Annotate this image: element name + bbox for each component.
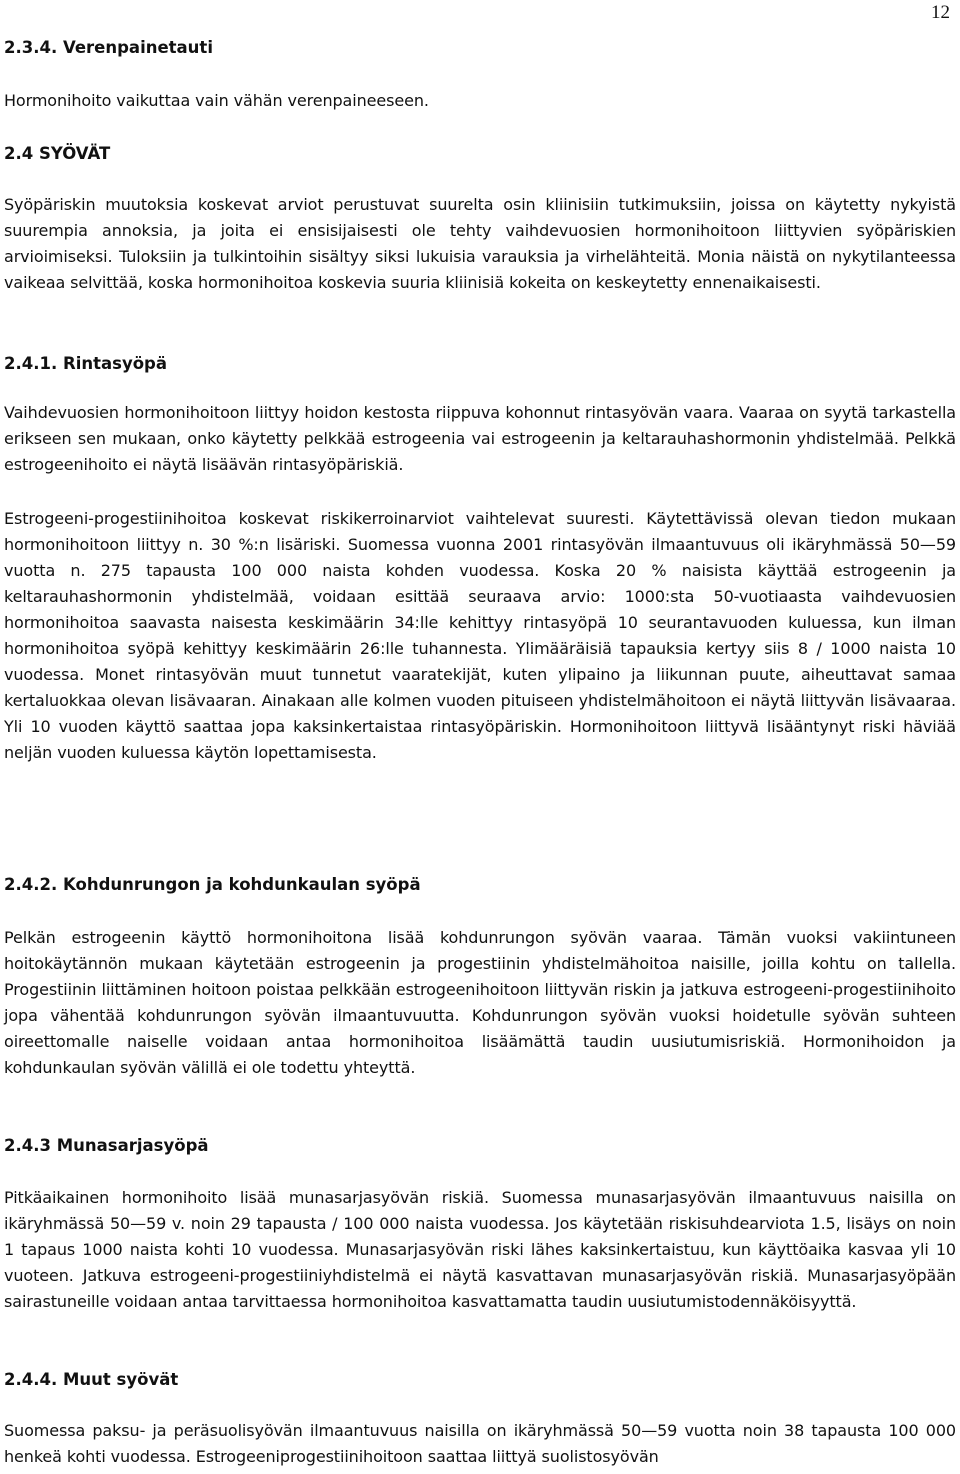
section-2-4-1-p2 bbox=[4, 506, 956, 766]
section-heading-rintasyopa: 2.4.1. Rintasyöpä bbox=[4, 354, 167, 373]
paragraph-munasarjasyopa: Pitkäaikainen hormonihoito lisää munasarjasyövän riskiä. Suomessa munasarjasyövän ilmaantuvuus naisilla on ikäryhmässä 50—59 v. noin 29 tapausta / 100 000 naista vuodessa. Jos käytetään riskisuhdearviota 1.5, lisäys on noin 1 tapaus 1000 naista kohti 10 vuodessa. Munasarjasyövän riski lähes kaksinkertaistuu, kun käyttöaika kasvaa yli 10 vuoteen. Jatkuva estrogeeni-progestiiniyhdistelmä ei näytä kasvattavan munasarjasyövän riskiä. Munasarjasyöpään sairastuneille voidaan antaa tarvittaessa hormonihoitoa kasvattamatta taudin uusiutumistodennäköisyyttä. bbox=[4, 1188, 956, 1311]
paragraph-verenpainetauti: Hormonihoito vaikuttaa vain vähän verenpaineeseen. bbox=[4, 91, 429, 110]
section-heading-kohtusyopa: 2.4.2. Kohdunrungon ja kohdunkaulan syöpä bbox=[4, 875, 421, 894]
section-2-4-3-body bbox=[4, 1185, 956, 1315]
section-heading-muut-syovat: 2.4.4. Muut syövät bbox=[4, 1370, 179, 1389]
section-heading-munasarjasyopa: 2.4.3 Munasarjasyöpä bbox=[4, 1136, 209, 1155]
section-2-3-4 bbox=[4, 36, 956, 60]
section-2-4-2 bbox=[4, 873, 956, 897]
section-heading-syovat: 2.4 SYÖVÄT bbox=[4, 144, 111, 163]
section-2-4-1 bbox=[4, 352, 956, 376]
section-2-3-4-body bbox=[4, 88, 956, 114]
section-2-4-4 bbox=[4, 1368, 956, 1392]
section-2-4-1-p1 bbox=[4, 400, 956, 478]
paragraph-rintasyopa-2: Estrogeeni-progestiinihoitoa koskevat riskikerroinarviot vaihtelevat suuresti. Käytettävissä olevan tiedon mukaan hormonihoitoon liittyy n. 30 %:n lisäriski. Suomessa vuonna 2001 rintasyövän ilmaantuvuus oli ikäryhmässä 50—59 vuotta n. 275 tapausta 100 000 naista kohden vuodessa. Koska 20 % naisista käyttää estrogeenin ja keltarauhashormonin yhdistelmää, voidaan esittää seuraava arvio: 1000:sta 50-vuotiaasta vaihdevuosien hormonihoitoa saavasta naisesta keskimäärin 34:lle kehittyy rintasyöpä 10 seurantavuoden kuluessa, kun ilman hormonihoitoa syöpä kehittyy keskimäärin 26:lle tuhannesta. Ylimääräisiä tapauksia kertyy siis 8 / 1000 naista 10 vuodessa. Monet rintasyövän muut tunnetut vaaratekijät, kuten ylipaino ja liikunnan puute, aiheuttavat samaa kertaluokkaa olevan lisävaaran. Ainakaan alle kolmen vuoden pituiseen yhdistelmähoitoon ei näytä liittyvän lisävaaraa. Yli 10 vuoden käyttö saattaa jopa kaksinkertaistaa rintasyöpäriskin. Hormonihoitoon liittyvä lisääntynyt riski häviää neljän vuoden kuluessa käytön lopettamisesta. bbox=[4, 509, 956, 762]
section-2-4-2-body bbox=[4, 925, 956, 1081]
section-2-4-4-body bbox=[4, 1418, 956, 1470]
document-page bbox=[4, 0, 956, 1474]
paragraph-syovat: Syöpäriskin muutoksia koskevat arviot perustuvat suurelta osin kliinisiin tutkimuksiin, joissa on käytetty nykyistä suurempia annoksia, ja joita ei ensisijaisesti ole tehty vaihdevuosien hormonihoitoon liittyvien syöpäriskien arvioimiseksi. Tuloksiin ja tulkintoihin sisältyy siksi lukuisia varauksia ja virhelähteitä. Monia näistä on nykytilanteessa vaikeaa selvittää, koska hormonihoitoa koskevia suuria kliinisiä kokeita on keskeytetty ennenaikaisesti. bbox=[4, 195, 956, 292]
section-2-4 bbox=[4, 142, 956, 166]
page-number: 12 bbox=[931, 2, 950, 23]
paragraph-kohtusyopa: Pelkän estrogeenin käyttö hormonihoitona lisää kohdunrungon syövän vaaraa. Tämän vuoksi vakiintuneen hoitokäytännön mukaan käytetään estrogeenin ja progestiinin yhdistelmähoitoa naisille, joilla kohtu on tallella. Progestiinin liittäminen hoitoon poistaa pelkkään estrogeenihoitoon liittyvän riskin ja jatkuva estrogeeni-progestiinihoito jopa vähentää kohdunrungon syövän ilmaantuvuutta. Kohdunrungon syövän vuoksi hoidetulle syövän suhteen oireettomalle naiselle voidaan antaa hormonihoitoa lisäämättä taudin uusiutumisriskiä. Hormonihoidon ja kohdunkaulan syövän välillä ei ole todettu yhteyttä. bbox=[4, 928, 956, 1077]
paragraph-muut-syovat: Suomessa paksu- ja peräsuolisyövän ilmaantuvuus naisilla on ikäryhmässä 50—59 vuotta noin 38 tapausta 100 000 henkeä kohti vuodessa. Estrogeeniprogestiinihoitoon saattaa liittyä suolistosyövän bbox=[4, 1421, 956, 1466]
section-heading-verenpainetauti: 2.3.4. Verenpainetauti bbox=[4, 38, 213, 57]
paragraph-rintasyopa-1: Vaihdevuosien hormonihoitoon liittyy hoidon kestosta riippuva kohonnut rintasyövän vaara. Vaaraa on syytä tarkastella erikseen sen mukaan, onko käytetty pelkkää estrogeenia vai estrogeenin ja keltarauhashormonin yhdistelmää. Pelkkä estrogeenihoito ei näytä lisäävän rintasyöpäriskiä. bbox=[4, 403, 956, 474]
section-2-4-3 bbox=[4, 1134, 956, 1158]
section-2-4-body bbox=[4, 192, 956, 296]
